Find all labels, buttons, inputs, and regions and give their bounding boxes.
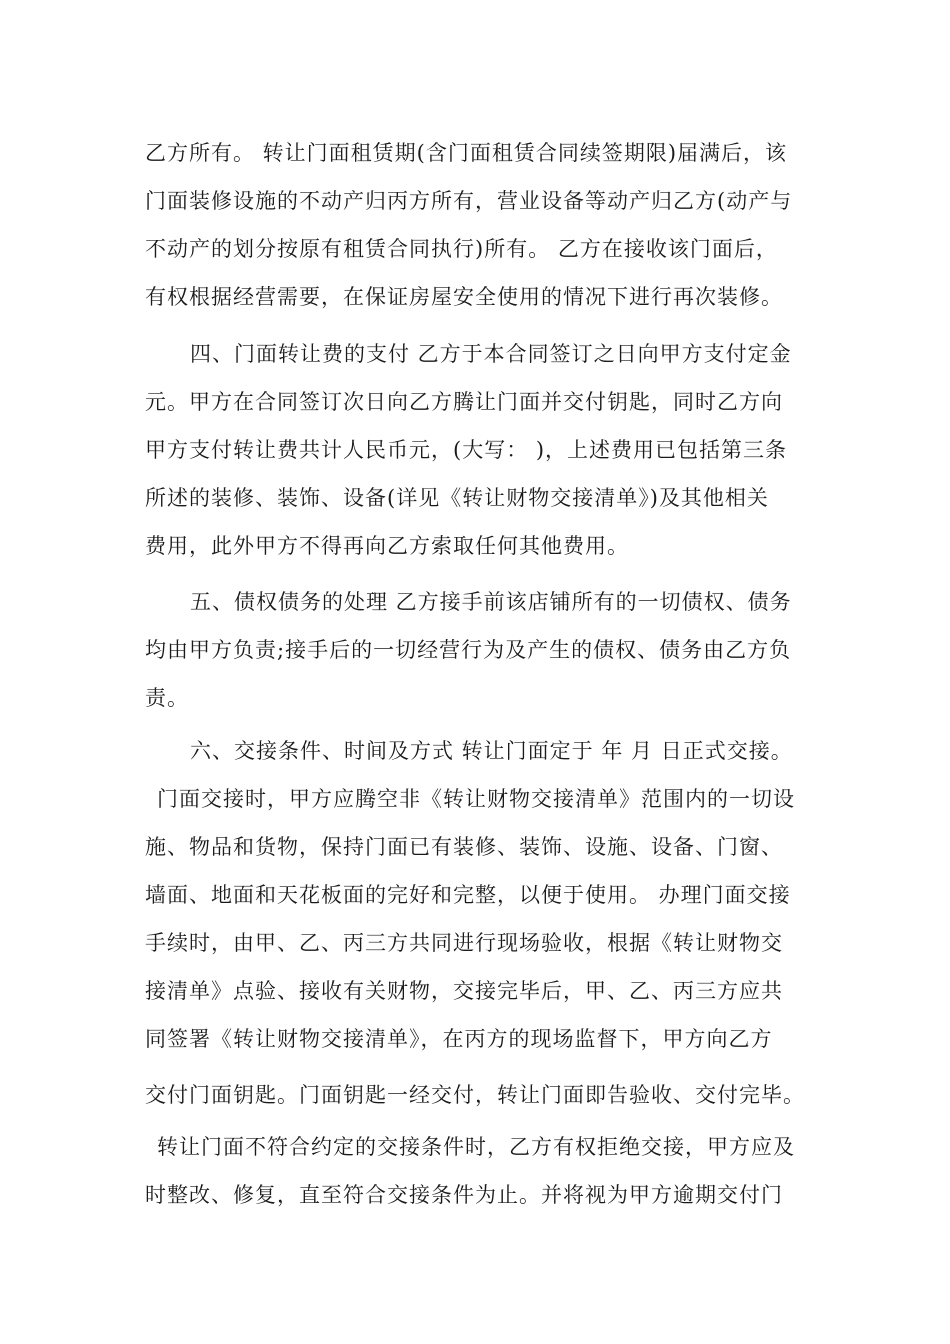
text-line: 墙面、地面和天花板面的完好和完整，以便于使用。 办理门面交接 [145,883,791,907]
text-line: 元。甲方在合同签订次日向乙方腾让门面并交付钥匙，同时乙方向 [145,390,783,414]
text-line: 手续时，由甲、乙、丙三方共同进行现场验收，根据《转让财物交 [145,931,783,955]
text-line: 转让门面不符合约定的交接条件时，乙方有权拒绝交接，甲方应及 [157,1135,795,1159]
text-line: 均由甲方负责;接手后的一切经营行为及产生的债权、债务由乙方负 [145,638,792,662]
text-line: 责。 [145,686,189,710]
text-line: 甲方支付转让费共计人民币元，(大写： )，上述费用已包括第三条 [145,438,788,462]
text-line: 乙方所有。 转让门面租赁期(含门面租赁合同续签期限)届满后，该 [145,141,788,165]
text-line: 费用，此外甲方不得再向乙方索取任何其他费用。 [145,534,629,558]
text-line: 门面装修设施的不动产归丙方所有，营业设备等动产归乙方(动产与 [145,189,793,213]
text-line: 所述的装修、装饰、设备(详见《转让财物交接清单》)及其他相关 [145,486,769,510]
text-line: 六、交接条件、时间及方式 转让门面定于 年 月 日正式交接。 [190,739,793,763]
text-line: 有权根据经营需要，在保证房屋安全使用的情况下进行再次装修。 [145,285,783,309]
text-line: 同签署《转让财物交接清单》，在丙方的现场监督下，甲方向乙方 [145,1027,773,1051]
text-line: 门面交接时，甲方应腾空非《转让财物交接清单》范围内的一切设 [157,787,795,811]
text-line: 不动产的划分按原有租赁合同执行)所有。 乙方在接收该门面后， [145,237,778,261]
text-line: 四、门面转让费的支付 乙方于本合同签订之日向甲方支付定金 [190,342,792,366]
text-line: 时整改、修复，直至符合交接条件为止。并将视为甲方逾期交付门 [145,1183,783,1207]
text-line: 施、物品和货物，保持门面已有装修、装饰、设施、设备、门窗、 [145,835,783,859]
text-line: 接清单》点验、接收有关财物，交接完毕后，甲、乙、丙三方应共 [145,979,783,1003]
text-line: 五、债权债务的处理 乙方接手前该店铺所有的一切债权、债务 [190,590,792,614]
text-line: 交付门面钥匙。门面钥匙一经交付，转让门面即告验收、交付完毕。 [145,1083,805,1107]
